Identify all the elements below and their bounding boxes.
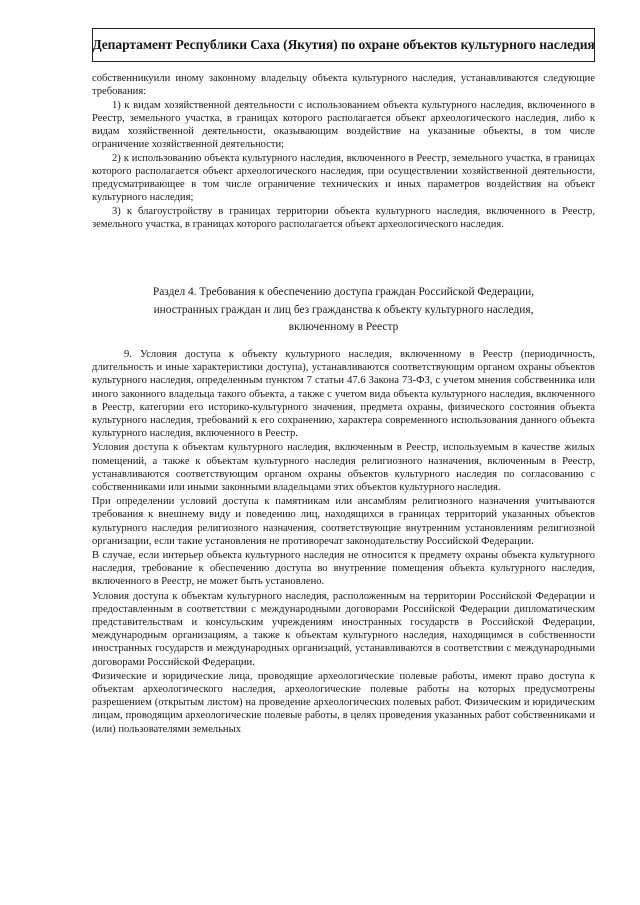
requirement-item-2: 2) к использованию объекта культурного наследия, включенного в Реестр, земельного участка, в границах которого располагается объект археологического наследия, при осуществлении хозяйственной деятельности, предусматривающее в том числе ограничение технических и иных параметров воздействия на объект культурного наследия; <box>92 152 595 204</box>
paragraph: Условия доступа к объектам культурного наследия, включенным в Реестр, используемым в качестве жилых помещений, а также к объектам культурного наследия религиозного назначения, включенным в Реестр, устанавливаются соответствующим органом охраны объектов культурного наследия по согласованию с собственниками или иными законными владельцами этих объектов культурного наследия. <box>92 442 595 494</box>
paragraph: Физические и юридические лица, проводящие археологические полевые работы, имеют право доступа к объектам археологического наследия, археологические полевые работы на которых предусмотрены разрешением (открытым листом) на проведение археологических полевых работ. Физическим и юридическим лицам, проводящим археологические полевые работы, в целях проведения указанных работ собственниками и (или) пользователями земельных <box>92 670 595 735</box>
paragraph: Условия доступа к объектам культурного наследия, расположенным на территории Российской Федерации и предоставленным в соответствии с международными договорами Российской Федерации дипломатическим представительствам и консульским учреждениям иностранных государств в Российской Федерации, международным организациям, а также к объектам культурного наследия, находящимся в собственности иностранных государств и международных организаций, устанавливаются в соответствии с международными договорами Российской Федерации. <box>92 590 595 668</box>
section-heading-line: включенному в Реестр <box>288 321 399 333</box>
department-title: Департамент Республики Саха (Якутия) по охране объектов культурного наследия <box>92 37 595 52</box>
department-header <box>92 28 595 62</box>
paragraph: При определении условий доступа к памятникам или ансамблям религиозного назначения учитываются требования к внешнему виду и поведению лиц, находящихся в границах территорий указанных объектов культурного наследия религиозного назначения, соответствующие внутренним установлениям религиозной организации, если такие установления не противоречат законодательству Российской Федерации. <box>92 496 595 547</box>
section-body <box>92 348 595 736</box>
section-heading-line: иностранных граждан и лиц без гражданства к объекту культурного наследия, <box>153 303 534 316</box>
paragraph: собственникуили иному законному владельцу объекта культурного наследия, устанавливаются следующие требования: <box>92 73 595 98</box>
section-heading <box>92 284 595 337</box>
requirement-item-3: 3) к благоустройству в границах территории объекта культурного наследия, включенного в Реестр, земельного участка, в границах которого располагается объект археологического наследия. <box>92 205 595 230</box>
paragraph: В случае, если интерьер объекта культурного наследия не относится к предмету охраны объекта культурного наследия, требование к обеспечению доступа во внутренние помещения объекта культурного наследия, включенного в Реестр, не может быть установлено. <box>92 550 595 588</box>
requirement-item-1: 1) к видам хозяйственной деятельности с использованием объекта культурного наследия, включенного в Реестр, земельного участка, в границах которого располагается объект археологического наследия, либо к видам хозяйственной деятельности, оказывающим воздействие на указанные объекты, в том числе ограничение хозяйственной деятельности; <box>92 99 595 151</box>
clause-9: 9. Условия доступа к объекту культурного наследия, включенному в Реестр (периодичность, длительность и иные характеристики доступа), устанавливаются соответствующим органом охраны объектов культурного наследия, определенным пунктом 7 статьи 47.6 Закона 73-ФЗ, с учетом мнения собственника или иного законного владельца такого объекта, а также с учетом вида объекта культурного наследия, включенного в Реестр, категории его историко-культурного значения, предмета охраны, физического состояния объекта культурного наследия, требований к его сохранению, характера современного использования данного объекта культурного наследия, включенного в Реестр. <box>92 349 595 440</box>
intro-text <box>92 72 595 231</box>
section-heading-line: Раздел 4. Требования к обеспечению доступа граждан Российской Федерации, <box>152 286 535 298</box>
